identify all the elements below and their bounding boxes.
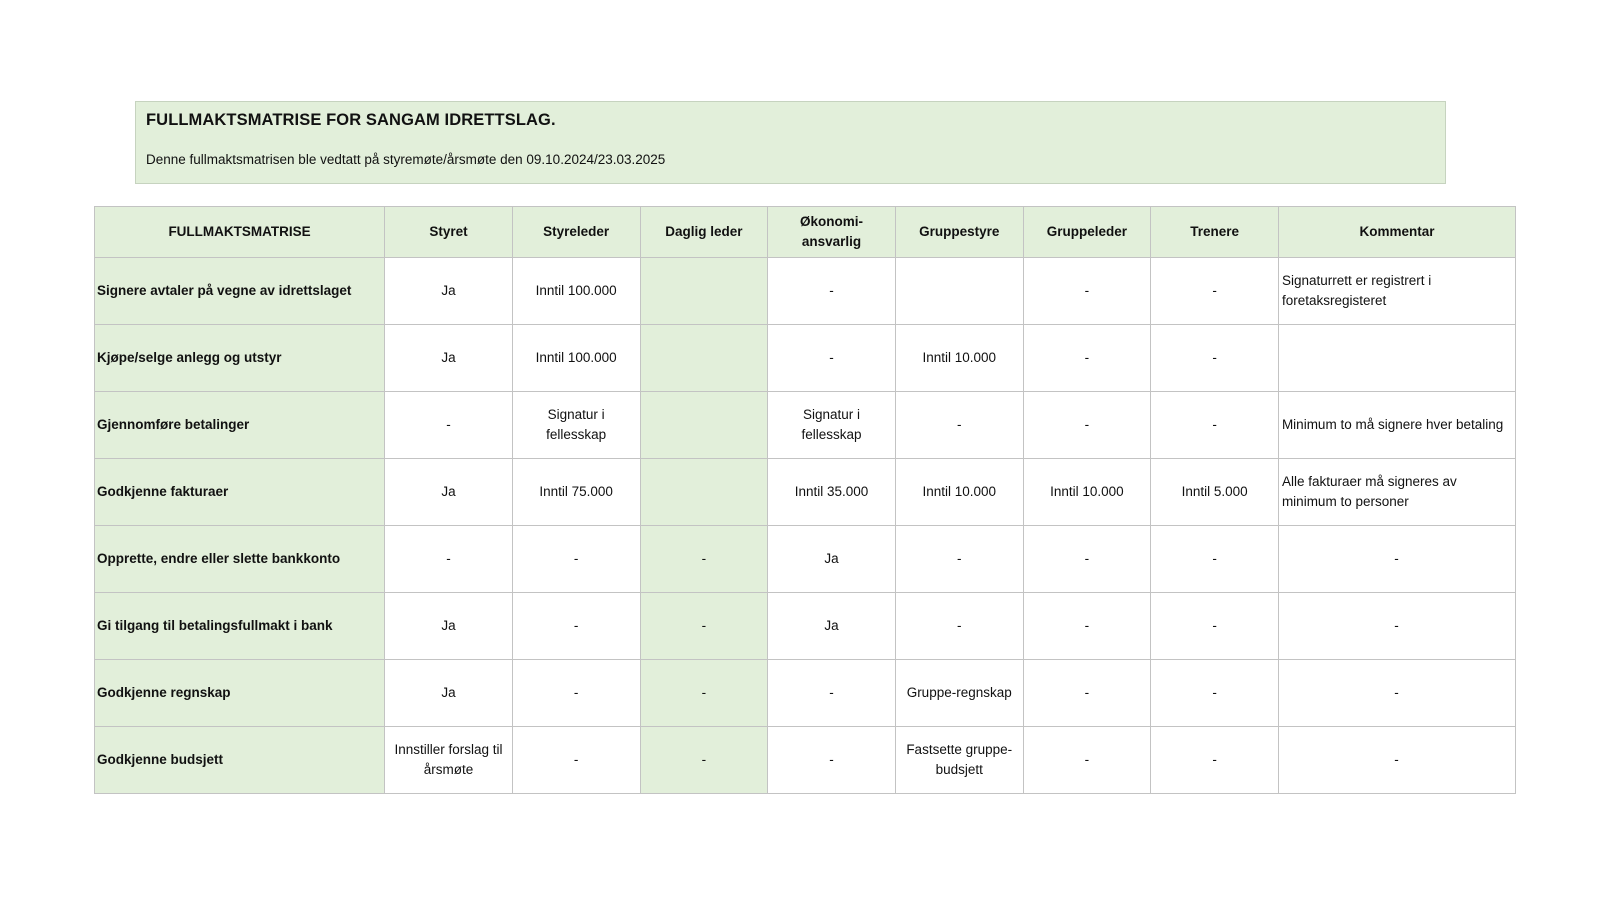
table-cell: Signatur i fellesskap [512,392,640,459]
table-cell [640,459,768,526]
table-cell: Inntil 10.000 [895,459,1023,526]
table-cell: - [1151,593,1279,660]
table-row [95,593,1516,660]
row-label: Godkjenne fakturaer [95,459,385,526]
row-label: Godkjenne budsjett [95,727,385,794]
table-row [95,660,1516,727]
table-cell: - [512,593,640,660]
row-label: Opprette, endre eller slette bankkonto [95,526,385,593]
table-cell: Ja [385,258,513,325]
table-cell: - [1151,727,1279,794]
table-cell [640,258,768,325]
table-cell: - [895,593,1023,660]
document-title: FULLMAKTSMATRISE FOR SANGAM IDRETTSLAG. [146,111,556,129]
comment-cell: - [1278,660,1515,727]
table-cell: - [512,660,640,727]
table-cell: Inntil 10.000 [895,325,1023,392]
column-header-finance: Økonomi-ansvarlig [768,207,896,258]
table-cell: - [385,392,513,459]
table-row [95,727,1516,794]
table-cell: - [1023,660,1151,727]
table-cell: Ja [385,593,513,660]
table-cell: Inntil 100.000 [512,258,640,325]
table-cell: - [640,727,768,794]
table-cell: - [1023,258,1151,325]
table-cell: Ja [385,459,513,526]
column-header-matrix: FULLMAKTSMATRISE [95,207,385,258]
table-cell: - [640,593,768,660]
column-header-general-manager: Daglig leder [640,207,768,258]
comment-cell: Alle fakturaer må signeres av minimum to personer [1278,459,1515,526]
table-cell: - [1023,392,1151,459]
table-cell: Fastsette gruppe-budsjett [895,727,1023,794]
comment-cell: - [1278,593,1515,660]
table-cell: - [640,526,768,593]
table-cell: Signatur i fellesskap [768,392,896,459]
table-cell: Inntil 75.000 [512,459,640,526]
table-cell: - [1151,392,1279,459]
table-cell [895,258,1023,325]
column-header-comment: Kommentar [1278,207,1515,258]
table-cell: Ja [768,526,896,593]
table-cell: - [768,258,896,325]
table-cell: Innstiller forslag til årsmøte [385,727,513,794]
table-cell: - [895,392,1023,459]
table-row [95,392,1516,459]
row-label: Godkjenne regnskap [95,660,385,727]
column-header-group-board: Gruppestyre [895,207,1023,258]
table-cell: - [1151,526,1279,593]
table-cell: - [1023,593,1151,660]
row-label: Gjennomføre betalinger [95,392,385,459]
table-cell: - [385,526,513,593]
table-cell: - [1023,325,1151,392]
table-cell: - [768,325,896,392]
table-row [95,325,1516,392]
table-cell: Inntil 100.000 [512,325,640,392]
table-cell [640,325,768,392]
table-cell: - [1151,258,1279,325]
comment-cell: Signaturrett er registrert i foretaksregisteret [1278,258,1515,325]
table-cell: Ja [385,325,513,392]
table-cell: - [1023,727,1151,794]
column-header-group-leader: Gruppeleder [1023,207,1151,258]
column-header-coaches: Trenere [1151,207,1279,258]
row-label: Kjøpe/selge anlegg og utstyr [95,325,385,392]
table-cell: - [512,526,640,593]
authority-matrix-table [94,206,1516,794]
table-row [95,258,1516,325]
table-row [95,526,1516,593]
table-cell: - [1023,526,1151,593]
table-cell: - [640,660,768,727]
table-cell: Inntil 35.000 [768,459,896,526]
table-cell: Inntil 10.000 [1023,459,1151,526]
table-cell: Ja [768,593,896,660]
table-cell: Ja [385,660,513,727]
table-cell: - [895,526,1023,593]
document-header [135,101,1446,184]
row-label: Signere avtaler på vegne av idrettslaget [95,258,385,325]
comment-cell: - [1278,526,1515,593]
table-header-row [95,207,1516,258]
column-header-chair: Styreleder [512,207,640,258]
table-row [95,459,1516,526]
table-cell: - [1151,660,1279,727]
comment-cell: - [1278,727,1515,794]
table-cell: Gruppe-regnskap [895,660,1023,727]
row-label: Gi tilgang til betalingsfullmakt i bank [95,593,385,660]
table-cell: Inntil 5.000 [1151,459,1279,526]
table-cell: - [1151,325,1279,392]
comment-cell: Minimum to må signere hver betaling [1278,392,1515,459]
adoption-note: Denne fullmaktsmatrisen ble vedtatt på styremøte/årsmøte den 09.10.2024/23.03.2025 [146,152,666,167]
table-cell [640,392,768,459]
table-cell: - [768,727,896,794]
table-cell: - [512,727,640,794]
column-header-board: Styret [385,207,513,258]
comment-cell [1278,325,1515,392]
table-cell: - [768,660,896,727]
